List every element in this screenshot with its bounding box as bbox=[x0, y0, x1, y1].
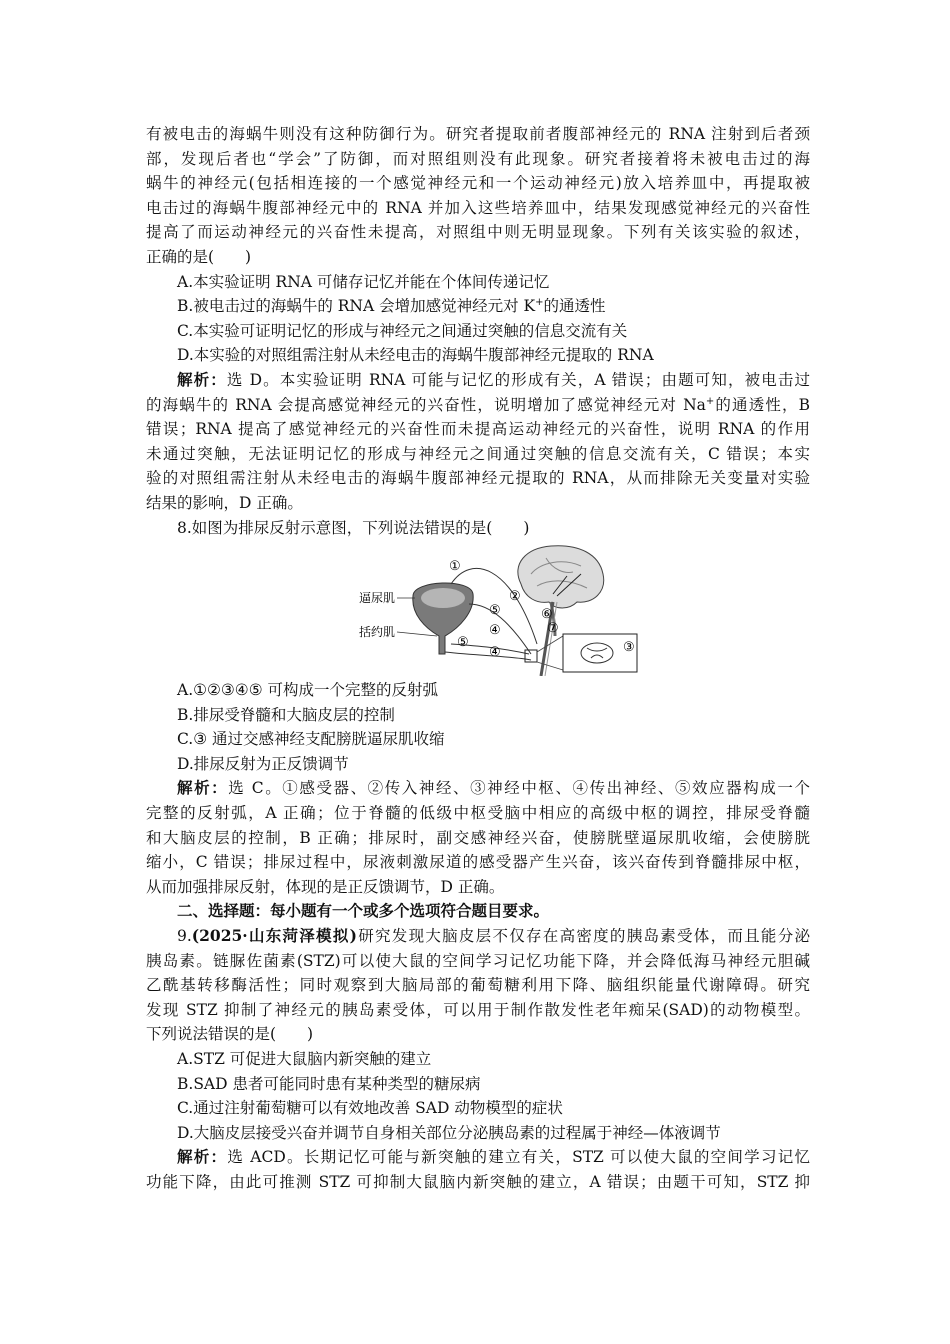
superscript-plus: + bbox=[535, 297, 544, 308]
q8-option-b: B.排尿受脊髓和大脑皮层的控制 bbox=[177, 705, 395, 724]
q7-stem-line: 电击过的海蜗牛腹部神经元中的 RNA 并加入这些培养皿中，结果发现感觉神经元的兴奋性 bbox=[146, 198, 810, 217]
analysis-text: 选 C。①感受器、②传入神经、③神经中枢、④传出神经、⑤效应器构成一个 bbox=[228, 779, 810, 798]
q8-analysis-line: 完整的反射弧，A 正确；位于脊髓的低级中枢受脑中相应的高级中枢的调控，排尿受脊髓 bbox=[146, 804, 810, 823]
q7-stem-line: 部，发现后者也“学会”了防御，而对照组则没有此现象。研究者接着将未被电击过的海 bbox=[146, 149, 810, 168]
marker-3: ③ bbox=[623, 640, 635, 656]
analysis-text: 的通透性，B bbox=[714, 395, 810, 414]
q7-analysis bbox=[146, 368, 810, 516]
q8-option-a: A.①②③④⑤ 可构成一个完整的反射弧 bbox=[177, 681, 439, 700]
q7-option-c: C.本实验可证明记忆的形成与神经元之间通过突触的信息交流有关 bbox=[177, 321, 628, 340]
q7-stem-line: 有被电击的海蜗牛则没有这种防御行为。研究者提取前者腹部神经元的 RNA 注射到后者颈 bbox=[146, 125, 810, 143]
marker-5-upper: ⑤ bbox=[489, 603, 501, 619]
label-sphincter: 括约肌 bbox=[359, 625, 396, 640]
q7-analysis-line: 验的对照组需注射从未经电击的海蜗牛腹部神经元提取的 RNA，从而排除无关变量对实验 bbox=[146, 469, 810, 488]
analysis-text: 选 ACD。长期记忆可能与新突触的建立有关，STZ 可以使大鼠的空间学习记忆 bbox=[227, 1148, 810, 1167]
superscript-plus: + bbox=[705, 395, 715, 407]
q8-analysis-line: 从而加强排尿反射，体现的是正反馈调节，D 正确。 bbox=[146, 877, 505, 896]
q7-analysis-line: 错误；RNA 提高了感觉神经元的兴奋性而未提高运动神经元的兴奋性，说明 RNA 的作用 bbox=[146, 420, 810, 439]
q7-analysis-line: 未通过突触，无法证明记忆的形成与神经元之间通过突触的信息交流有关，C 错误；本实 bbox=[146, 444, 810, 463]
q7-stem bbox=[146, 122, 810, 270]
q7-option-b-text: B.被电击过的海蜗牛的 RNA 会增加感觉神经元对 K bbox=[177, 297, 536, 316]
brain-illustration bbox=[518, 546, 604, 636]
marker-6: ⑥ bbox=[541, 607, 553, 623]
analysis-text: 选 D。本实验证明 RNA 可能与记忆的形成有关，A 错误；由题可知，被电击过 bbox=[226, 370, 810, 389]
q7-option-b-text-end: 的通透性 bbox=[543, 297, 606, 316]
q7-option-a: A.本实验证明 RNA 可储存记忆并能在个体间传递记忆 bbox=[177, 272, 550, 291]
marker-7: ⑦ bbox=[547, 621, 559, 637]
q8-option-c: C.③ 通过交感神经支配膀胱逼尿肌收缩 bbox=[177, 730, 445, 749]
q7-option-d: D.本实验的对照组需注射从未经电击的海蜗牛腹部神经元提取的 RNA bbox=[177, 346, 654, 365]
q7-analysis-line bbox=[146, 393, 810, 418]
q8-stem: 8.如图为排尿反射示意图，下列说法错误的是( ) bbox=[177, 518, 530, 537]
label-detrusor: 逼尿肌 bbox=[359, 591, 396, 606]
q7-stem-line: 正确的是( ) bbox=[146, 247, 252, 266]
q7-stem-line: 蜗牛的神经元(包括相连接的一个感觉神经元和一个运动神经元)放入培养皿中，再提取被 bbox=[146, 174, 810, 193]
q9-stem-line: 下列说法错误的是( ) bbox=[146, 1025, 314, 1044]
q9-stem-line: 胰岛素。链脲佐菌素(STZ)可以使大鼠的空间学习记忆功能下降，并会降低海马神经元胆碱 bbox=[146, 951, 810, 970]
q8-analysis-line: 和大脑皮层的控制，B 正确；排尿时，副交感神经兴奋，使膀胱壁逼尿肌收缩，会使膀胱 bbox=[146, 828, 810, 847]
analysis-label: 解析： bbox=[177, 778, 229, 798]
q9-option-d: D.大脑皮层接受兴奋并调节自身相关部位分泌胰岛素的过程属于神经—体液调节 bbox=[177, 1123, 721, 1142]
q7-analysis-line bbox=[146, 368, 810, 393]
document-page bbox=[146, 122, 810, 1195]
marker-5-lower: ⑤ bbox=[457, 635, 469, 651]
q9-number: 9. bbox=[177, 927, 192, 946]
q8-option-d: D.排尿反射为正反馈调节 bbox=[177, 754, 349, 773]
q8-analysis-line: 缩小，C 错误；排尿过程中，尿液刺激尿道的感受器产生兴奋，该兴奋传到脊髓排尿中枢， bbox=[146, 853, 810, 872]
analysis-text: 的海蜗牛的 RNA 会提高感觉神经元的兴奋性，说明增加了感觉神经元对 Na bbox=[146, 395, 706, 414]
q9-stem-text: 研究发现大脑皮层不仅存在高密度的胰岛素受体，而且能分泌 bbox=[356, 927, 810, 946]
q9-stem-line: 发现 STZ 抑制了神经元的胰岛素受体，可以用于制作散发性老年痴呆(SAD)的动物模型。 bbox=[146, 1000, 810, 1019]
q7-option-b bbox=[146, 294, 810, 319]
marker-4-upper: ④ bbox=[489, 623, 501, 639]
q9-option-c: C.通过注射葡萄糖可以有效地改善 SAD 动物模型的症状 bbox=[177, 1099, 563, 1118]
spinal-segment-marker bbox=[525, 650, 537, 662]
q9-source: (2025·山东菏泽模拟) bbox=[191, 926, 357, 946]
urination-reflex-figure bbox=[146, 544, 810, 676]
analysis-label: 解析： bbox=[177, 369, 227, 389]
section-heading: 二、选择题：每小题有一个或多个选项符合题目要求。 bbox=[177, 901, 550, 921]
marker-2: ② bbox=[509, 589, 521, 605]
q9-option-b: B.SAD 患者可能同时患有某种类型的糖尿病 bbox=[177, 1074, 481, 1093]
q8-analysis-line bbox=[146, 776, 810, 801]
q9-analysis-line bbox=[146, 1145, 810, 1170]
q7-analysis-line: 结果的影响，D 正确。 bbox=[146, 493, 303, 512]
analysis-label: 解析： bbox=[177, 1147, 228, 1167]
q9-stem-line bbox=[146, 924, 810, 949]
marker-1: ① bbox=[449, 559, 461, 575]
q9-stem-line: 乙酰基转移酶活性；同时观察到大脑局部的葡萄糖利用下降、脑组织能量代谢障碍。研究 bbox=[146, 976, 810, 995]
q8-analysis bbox=[146, 776, 810, 899]
q9-analysis-line: 功能下降，由此可推测 STZ 可抑制大鼠脑内新突触的建立，A 错误；由题干可知，STZ 抑 bbox=[146, 1172, 810, 1191]
reflex-diagram bbox=[341, 544, 641, 676]
q7-stem-line: 提高了而运动神经元的兴奋性未提高，对照组中则无明显现象。下列有关该实验的叙述， bbox=[146, 223, 810, 242]
q9-option-a: A.STZ 可促进大鼠脑内新突触的建立 bbox=[177, 1050, 432, 1068]
marker-4-lower: ④ bbox=[489, 645, 501, 661]
